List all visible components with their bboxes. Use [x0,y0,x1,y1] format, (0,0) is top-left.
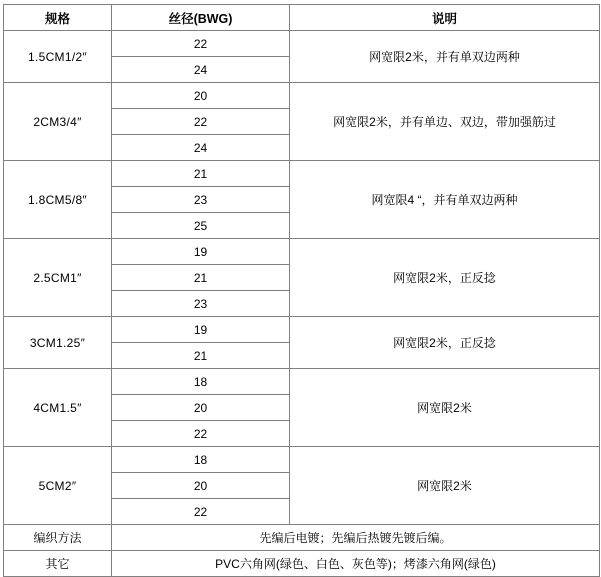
cell-spec: 1.8CM5/8″ [4,161,112,239]
table-row [4,31,600,57]
specification-table [3,4,600,577]
cell-spec: 5CM2″ [4,447,112,525]
cell-desc: 网宽限2米，正反捻 [290,317,600,369]
cell-spec: 4CM1.5″ [4,369,112,447]
cell-wire: 22 [112,499,290,525]
cell-desc: 网宽限2米 [290,447,600,525]
header-cell-desc: 说明 [290,5,600,31]
cell-wire: 19 [112,317,290,343]
table-row [4,161,600,187]
table-row [4,83,600,109]
cell-desc: 网宽限2米，正反捻 [290,239,600,317]
cell-wire: 20 [112,395,290,421]
table-header-row [4,5,600,31]
cell-wire: 21 [112,343,290,369]
cell-wire: 25 [112,213,290,239]
cell-wire: 22 [112,31,290,57]
header-cell-wire: 丝径(BWG) [112,5,290,31]
cell-spec: 1.5CM1/2″ [4,31,112,83]
table-row [4,317,600,343]
footer-value-weaving-method: 先编后电镀；先编后热镀先镀后编。 [112,525,600,551]
footer-value-other: PVC六角网(绿色、白色、灰色等)；烤漆六角网(绿色) [112,551,600,577]
header-cell-spec: 规格 [4,5,112,31]
table-row [4,447,600,473]
table-row [4,369,600,395]
cell-desc: 网宽限2米，并有单边、双边，带加强筋过 [290,83,600,161]
cell-wire: 20 [112,473,290,499]
table-footer-row [4,551,600,577]
cell-spec: 2.5CM1″ [4,239,112,317]
cell-wire: 22 [112,109,290,135]
cell-desc: 网宽限2米 [290,369,600,447]
cell-wire: 21 [112,161,290,187]
footer-label-other: 其它 [4,551,112,577]
cell-wire: 19 [112,239,290,265]
cell-wire: 18 [112,447,290,473]
cell-wire: 20 [112,83,290,109]
cell-desc: 网宽限4 “，并有单双边两种 [290,161,600,239]
cell-wire: 24 [112,135,290,161]
cell-wire: 24 [112,57,290,83]
table-row [4,239,600,265]
cell-wire: 18 [112,369,290,395]
cell-desc: 网宽限2米，并有单双边两种 [290,31,600,83]
cell-wire: 23 [112,187,290,213]
cell-wire: 23 [112,291,290,317]
footer-label-weaving-method: 编织方法 [4,525,112,551]
cell-wire: 21 [112,265,290,291]
cell-wire: 22 [112,421,290,447]
cell-spec: 3CM1.25″ [4,317,112,369]
table-footer-row [4,525,600,551]
cell-spec: 2CM3/4″ [4,83,112,161]
